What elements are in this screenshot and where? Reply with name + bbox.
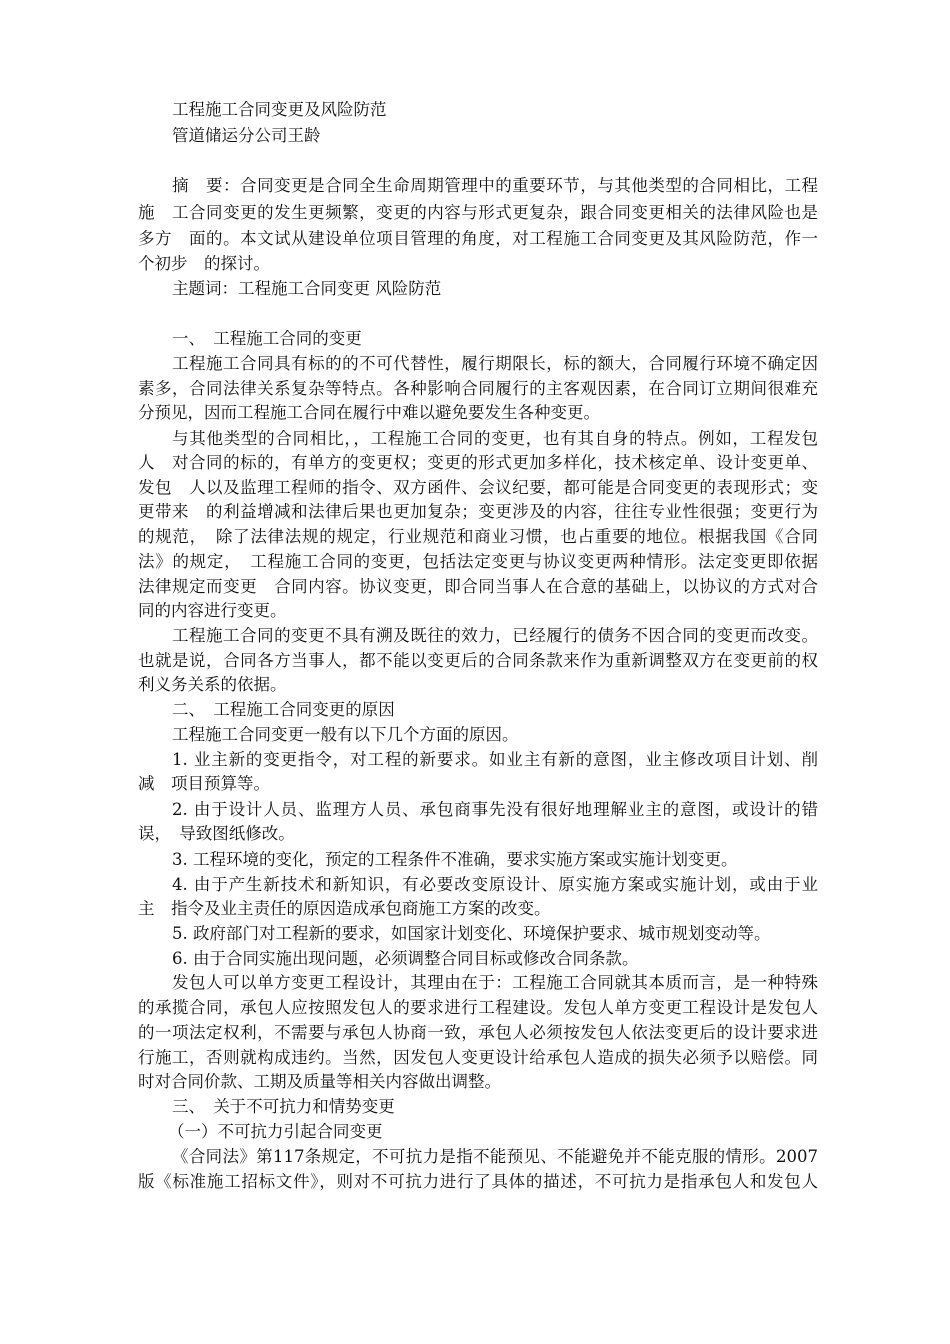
- paragraph-line: 与其他类型的合同相比，，工程施工合同的变更，也有其自身的特点。例如，工程发包: [172, 429, 818, 448]
- keywords-line: 主题词：工程施工合同变更 风险防范: [172, 279, 442, 298]
- paragraph-line: 行施工，否则就构成违约。当然，因发包人变更设计给承包人造成的损失必须予以赔偿。同: [138, 1048, 818, 1067]
- list-item: 4. 由于产生新技术和新知识，有必要改变原设计、原实施方案或实施计划，或由于业: [172, 875, 818, 894]
- paragraph-line: 也就是说，合同各方当事人，都不能以变更后的合同条款来作为重新调整双方在变更前的权: [138, 651, 818, 670]
- paragraph-line: 利义务关系的依据。: [138, 675, 287, 694]
- paragraph-line: 发包 人以及监理工程师的指令、双方函件、会议纪要，都可能是合同变更的表现形式；变: [138, 478, 818, 497]
- paragraph-line: 的承揽合同，承包人应按照发包人的要求进行工程建设。发包人单方变更工程设计是发包人: [138, 998, 818, 1017]
- list-item: 2. 由于设计人员、监理方人员、承包商事先没有很好地理解业主的意图，或设计的错: [172, 800, 818, 819]
- paragraph-line: 工程施工合同的变更不具有溯及既往的效力，已经履行的债务不因合同的变更而改变。: [172, 626, 818, 645]
- list-item: 6. 由于合同实施出现问题，必须调整合同目标或修改合同条款。: [172, 949, 639, 968]
- paragraph-line: 法》的规定， 工程施工合同的变更，包括法定变更与协议变更两种情形。法定变更即依据: [138, 552, 818, 571]
- list-item: 5. 政府部门对工程新的要求，如国家计划变化、环境保护要求、城市规划变动等。: [172, 924, 771, 943]
- paragraph-line: 更带来 的利益增减和法律后果也更加复杂；变更涉及的内容，往往专业性很强；变更行为: [138, 502, 818, 521]
- abstract-line: 个初步 的探讨。: [138, 254, 270, 273]
- abstract-line: 多方 面的。本文试从建设单位项目管理的角度，对工程施工合同变更及其风险防范，作一: [138, 229, 818, 248]
- abstract-line: 摘 要：合同变更是合同全生命周期管理中的重要环节，与其他类型的合同相比，工程: [172, 176, 818, 195]
- paragraph-line: 《合同法》第117条规定，不可抗力是指不能预见、不能避免并不能克服的情形。2007: [172, 1147, 818, 1166]
- list-item: 主 指令及业主责任的原因造成承包商施工方案的改变。: [138, 899, 551, 918]
- paragraph-line: 时对合同价款、工期及质量等相关内容做出调整。: [138, 1072, 501, 1091]
- paragraph-line: 同的内容进行变更。: [138, 601, 287, 620]
- paragraph-line: 分预见，因而工程施工合同在履行中难以避免要发生各种变更。: [138, 403, 600, 422]
- paragraph-line: 的规范， 除了法律法规的规定，行业规范和商业习惯，也占重要的地位。根据我国《合同: [138, 527, 818, 546]
- section-heading: 二、 工程施工合同变更的原因: [172, 700, 395, 719]
- paragraph-line: 工程施工合同具有标的的不可代替性，履行期限长，标的额大，合同履行环境不确定因: [172, 354, 818, 373]
- section-heading: 一、 工程施工合同的变更: [172, 329, 362, 348]
- author-line: 管道储运分公司王龄: [172, 126, 321, 145]
- paragraph-line: 工程施工合同变更一般有以下几个方面的原因。: [172, 725, 519, 744]
- paragraph-line: 的一项法定权利，不需要与承包人协商一致，承包人必须按发包人依法变更后的设计要求进: [138, 1023, 818, 1042]
- paragraph-line: 人 对合同的标的，有单方的变更权；变更的形式更加多样化，技术核定单、设计变更单、: [138, 453, 818, 472]
- paragraph-line: 法律规定而变更 合同内容。协议变更，即合同当事人在合意的基础上，以协议的方式对合: [138, 577, 818, 596]
- list-item: 3. 工程环境的变化，预定的工程条件不准确，要求实施方案或实施计划变更。: [172, 850, 738, 869]
- list-item: 1. 业主新的变更指令，对工程的新要求。如业主有新的意图，业主修改项目计划、削: [172, 750, 818, 769]
- paragraph-line: 素多，合同法律关系复杂等特点。各种影响合同履行的主客观因素，在合同订立期间很难充: [138, 379, 818, 398]
- document-title: 工程施工合同变更及风险防范: [172, 100, 387, 119]
- subsection-heading: （一）不可抗力引起合同变更: [168, 1122, 383, 1141]
- list-item: 误， 导致图纸修改。: [138, 824, 295, 843]
- paragraph-line: 版《标准施工招标文件》，则对不可抗力进行了具体的描述，不可抗力是指承包人和发包人: [138, 1172, 818, 1191]
- section-heading: 三、 关于不可抗力和情势变更: [172, 1097, 395, 1116]
- list-item: 减 项目预算等。: [138, 774, 270, 793]
- paragraph-line: 发包人可以单方变更工程设计，其理由在于：工程施工合同就其本质而言，是一种特殊: [172, 973, 818, 992]
- abstract-line: 施 工合同变更的发生更频繁，变更的内容与形式更复杂，跟合同变更相关的法律风险也是: [138, 203, 818, 222]
